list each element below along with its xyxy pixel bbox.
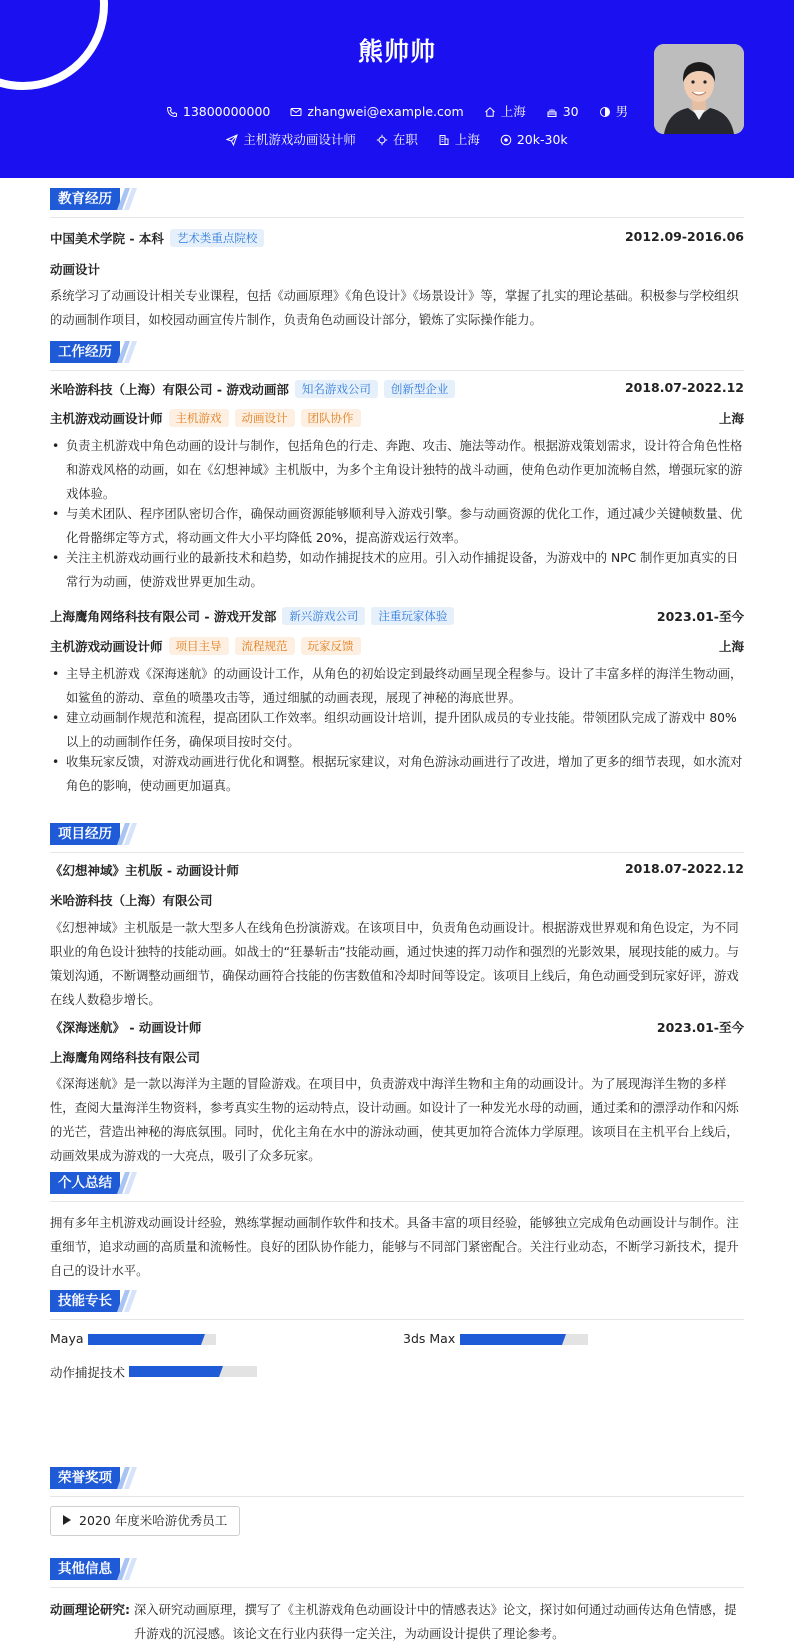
education-header: [50, 229, 744, 249]
resume-header: [0, 0, 794, 178]
work-bullet: • 负责主机游戏中角色动画的设计与制作，包括角色的行走、奔跑、攻击、施法等动作。根据游戏策划需求，设计符合角色性格和游戏风格的动画，如在《幻想神域》主机版中，为多个主角设计独特的战斗动画，使角色动作更加流畅自然，增强玩家的游戏体验。: [50, 434, 744, 506]
section-title-projects: 项目经历: [50, 823, 120, 845]
summary-text: 拥有多年主机游戏动画设计经验，熟练掌握动画制作软件和技术。具备丰富的项目经验，能够独立完成角色动画设计与制作。注重细节，追求动画的高质量和流畅性。良好的团队协作能力，能够与不同部门紧密配合。关注行业动态，不断学习新技术，提升自己的设计水平。: [50, 1216, 739, 1278]
company-line: [50, 607, 454, 625]
work-item-header: [50, 380, 744, 400]
company-badge: 注重玩家体验: [371, 607, 454, 625]
section-projects: [50, 823, 744, 853]
phone-icon: [166, 106, 178, 118]
project-header: [50, 861, 744, 881]
section-title-skills: 技能专长: [50, 1290, 120, 1312]
work-role-row: [50, 409, 744, 429]
project-title: 《深海迷航》 - 动画设计师: [50, 1020, 202, 1035]
gender-text: 男: [615, 104, 629, 119]
role-tag: 项目主导: [169, 637, 229, 655]
work-bullet: • 主导主机游戏《深海迷航》的动画设计工作，从角色的初始设定到最终动画呈现全程参与。设计了丰富多样的海洋生物动画，如鲨鱼的游动、章鱼的喷墨攻击等，通过细腻的动画表现，展现了神秘的海底世界。: [50, 662, 744, 710]
other-info-text: 深入研究动画原理，撰写了《主机游戏角色动画设计中的情感表达》论文，探讨如何通过动画传达角色情感，提升游戏的沉浸感。该论文在行业内获得一定关注，为动画设计提供了理论参考。: [134, 1603, 737, 1641]
section-summary: [50, 1172, 744, 1202]
project-company: 上海鹰角网络科技有限公司: [50, 1050, 201, 1065]
project-company-row: [50, 891, 744, 911]
company-line: [50, 380, 455, 398]
work-role-row: [50, 637, 744, 657]
age-item: [546, 104, 579, 119]
job-target-item: [226, 130, 356, 148]
work-item-header: [50, 607, 744, 627]
other-info-label: 动画理论研究:: [50, 1602, 130, 1617]
work-date: 2023.01-至今: [656, 609, 744, 624]
role-tag: 玩家反馈: [301, 637, 361, 655]
skill-name: 动作捕捉技术: [50, 1365, 126, 1380]
education-major: 动画设计: [50, 262, 101, 277]
project-company-row: [50, 1048, 744, 1068]
role-tag: 流程规范: [235, 637, 295, 655]
section-work: [50, 341, 744, 371]
target-city-item: [438, 130, 480, 148]
section-title-summary: 个人总结: [50, 1172, 120, 1194]
status-icon: [376, 134, 388, 146]
award-text: 2020 年度米哈游优秀员工: [79, 1513, 228, 1528]
company-badge: 新兴游戏公司: [282, 607, 365, 625]
money-icon: [500, 134, 512, 146]
phone-text: 13800000000: [182, 104, 271, 119]
work-city: 上海: [718, 639, 744, 654]
project-title: 《幻想神域》主机版 - 动画设计师: [50, 863, 239, 878]
project-date: 2023.01-至今: [656, 1020, 744, 1035]
job-target-text: 主机游戏动画设计师: [243, 132, 356, 147]
role-tag: 动画设计: [235, 409, 295, 427]
work-bullet: • 收集玩家反馈，对游戏动画进行优化和调整。根据玩家建议，对角色游泳动画进行了改进，增加了更多的细节表现，如水流对角色的影响，使动画更加逼真。: [50, 750, 744, 798]
role-name: 主机游戏动画设计师: [50, 639, 163, 654]
cake-icon: [546, 106, 558, 118]
skill-name: Maya: [50, 1331, 84, 1346]
project-description: 《深海迷航》是一款以海洋为主题的冒险游戏。在项目中，负责游戏中海洋生物和主角的动画设计。为了展现海洋生物的多样性，查阅大量海洋生物资料，参考真实生物的运动特点，设计动画。如设计了一种发光水母的动画，通过柔和的漂浮动作和闪烁的光芒，营造出神秘的海底氛围。同时，优化主角在水中的游泳动画，使其更加符合流体力学原理。该项目在主机平台上线后，动画效果成为游戏的一大亮点，吸引了众多玩家。: [50, 1077, 739, 1163]
send-icon: [226, 134, 238, 146]
education-date: 2012.09-2016.06: [624, 229, 744, 244]
phone-item: [166, 104, 270, 119]
mail-icon: [290, 106, 302, 118]
work-date: 2018.07-2022.12: [624, 380, 744, 395]
school-line: [50, 229, 264, 247]
role-tag: 团队协作: [301, 409, 361, 427]
work-bullet: • 关注主机游戏动画行业的最新技术和趋势，如动作捕捉技术的应用。引入动作捕捉设备，为游戏中的 NPC 制作更加真实的日常行为动画，使游戏世界更加生动。: [50, 546, 744, 594]
section-title-work: 工作经历: [50, 341, 120, 363]
gender-icon: [599, 106, 611, 118]
skill-bar: [129, 1366, 257, 1377]
project-date: 2018.07-2022.12: [624, 861, 744, 876]
candidate-name: 熊帅帅: [357, 37, 436, 66]
role-name: 主机游戏动画设计师: [50, 411, 163, 426]
company-name: 上海鹰角网络科技有限公司 - 游戏开发部: [50, 609, 277, 624]
project-company: 米哈游科技（上海）有限公司: [50, 893, 213, 908]
email-text: zhangwei@example.com: [307, 104, 464, 119]
status-item: [376, 130, 418, 148]
company-badge: 知名游戏公司: [295, 380, 378, 398]
section-other: [50, 1558, 744, 1588]
status-text: 在职: [392, 132, 418, 147]
skill-bar-fill: [88, 1334, 201, 1345]
salary-text: 20k-30k: [516, 132, 568, 147]
skill-bar-fill: [460, 1334, 562, 1345]
section-title-education: 教育经历: [50, 188, 120, 210]
award-item[interactable]: [50, 1506, 240, 1536]
email-item: [290, 104, 463, 119]
role-line: [50, 637, 361, 655]
role-line: [50, 409, 361, 427]
location-item: [484, 102, 526, 120]
section-title-other: 其他信息: [50, 1558, 120, 1580]
work-bullet: • 与美术团队、程序团队密切合作，确保动画资源能够顺利导入游戏引擎。参与动画资源的优化工作，通过减少关键帧数量、优化骨骼绑定等方式，将动画文件大小平均降低 20%，提高游戏运行效率。: [50, 502, 744, 550]
skill-name: 3ds Max: [403, 1331, 456, 1346]
education-major-row: [50, 260, 744, 280]
age-text: 30: [562, 104, 579, 119]
location-text: 上海: [500, 104, 526, 119]
salary-item: [500, 132, 568, 147]
work-city: 上海: [718, 411, 744, 426]
company-badge: 创新型企业: [384, 380, 456, 398]
gender-item: [599, 102, 629, 120]
school-badge: 艺术类重点院校: [170, 229, 265, 247]
avatar-photo: [654, 44, 744, 134]
work-bullet: • 建立动画制作规范和流程，提高团队工作效率。组织动画设计培训，提升团队成员的专业技能。带领团队完成了游戏中 80%以上的动画制作任务，确保项目按时交付。: [50, 706, 744, 754]
company-name: 米哈游科技（上海）有限公司 - 游戏动画部: [50, 382, 289, 397]
building-icon: [438, 134, 450, 146]
section-skills: [50, 1290, 744, 1320]
school-name: 中国美术学院 - 本科: [50, 231, 164, 246]
section-awards: [50, 1467, 744, 1497]
role-tag: 主机游戏: [169, 409, 229, 427]
avatar: [654, 44, 744, 134]
play-triangle-icon: [63, 1515, 71, 1525]
target-city-text: 上海: [454, 132, 480, 147]
skill-bar-fill: [129, 1366, 219, 1377]
skill-bar: [460, 1334, 588, 1345]
section-education: [50, 188, 744, 218]
project-description: 《幻想神域》主机版是一款大型多人在线角色扮演游戏。在该项目中，负责角色动画设计。根据游戏世界观和角色设定，为不同职业的角色设计独特的技能动画。如战士的“狂暴斩击”技能动画，通过快速的挥刀动作和强烈的光影效果，展现技能的威力。与策划沟通，不断调整动画细节，确保动画符合技能的伤害数值和冷却时间等设定。该项目上线后，角色动画受到玩家好评，游戏在线人数稳步增长。: [50, 921, 740, 1007]
skill-bar: [88, 1334, 216, 1345]
project-header: [50, 1018, 744, 1038]
education-description: 系统学习了动画设计相关专业课程，包括《动画原理》《角色设计》《场景设计》等，掌握了扎实的理论基础。积极参与学校组织的动画制作项目，如校园动画宣传片制作，负责角色动画设计部分，锻炼了实际操作能力。: [50, 289, 739, 327]
section-title-awards: 荣誉奖项: [50, 1467, 120, 1489]
home-icon: [484, 106, 496, 118]
